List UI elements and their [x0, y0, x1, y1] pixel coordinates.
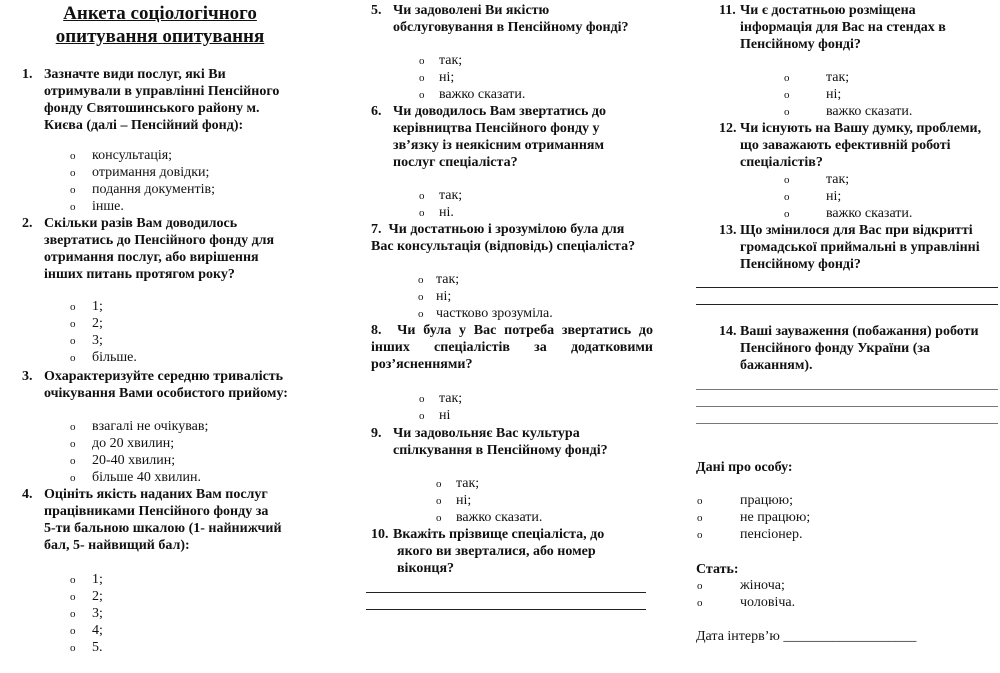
radio-circle-icon[interactable]: o [784, 191, 790, 203]
page-title [20, 2, 300, 48]
radio-circle-icon[interactable]: o [419, 55, 425, 67]
radio-circle-icon[interactable]: o [70, 625, 76, 637]
radio-circle-icon[interactable]: o [419, 190, 425, 202]
radio-circle-icon[interactable]: o [697, 580, 703, 592]
radio-circle-icon[interactable]: o [70, 421, 76, 433]
radio-circle-icon[interactable]: o [70, 642, 76, 654]
radio-circle-icon[interactable]: o [697, 597, 703, 609]
radio-circle-icon[interactable]: o [418, 291, 424, 303]
radio-circle-icon[interactable]: o [70, 352, 76, 364]
radio-circle-icon[interactable]: o [70, 574, 76, 586]
radio-circle-icon[interactable]: o [70, 184, 76, 196]
radio-circle-icon[interactable]: o [70, 455, 76, 467]
radio-circle-icon[interactable]: o [436, 495, 442, 507]
radio-circle-icon[interactable]: o [70, 150, 76, 162]
answer-line-q13-2[interactable] [696, 304, 998, 305]
radio-circle-icon[interactable]: o [418, 308, 424, 320]
radio-circle-icon[interactable]: o [436, 512, 442, 524]
title-line-2: опитування опитування [55, 26, 265, 47]
question-8: 8. Чи була у Вас потреба звертатись до інших спеціалістів за додатковими роз’ясненнями? [371, 323, 653, 372]
radio-circle-icon[interactable]: o [70, 301, 76, 313]
radio-circle-icon[interactable]: o [419, 72, 425, 84]
radio-circle-icon[interactable]: o [784, 72, 790, 84]
answer-line-q10-2[interactable] [366, 609, 646, 610]
answer-line-q13-1[interactable] [696, 287, 998, 288]
gender-heading: Стать: [696, 562, 739, 577]
radio-circle-icon[interactable]: o [436, 478, 442, 490]
answer-line-q14-3[interactable] [696, 423, 998, 424]
radio-circle-icon[interactable]: o [70, 438, 76, 450]
radio-circle-icon[interactable]: o [70, 591, 76, 603]
interview-date-label: Дата інтерв’ю [696, 629, 780, 644]
radio-circle-icon[interactable]: o [784, 174, 790, 186]
radio-circle-icon[interactable]: o [784, 106, 790, 118]
radio-circle-icon[interactable]: o [419, 410, 425, 422]
answer-line-q14-1[interactable] [696, 389, 998, 390]
radio-circle-icon[interactable]: o [419, 393, 425, 405]
question-7: 7. Чи достатньою і зрозумілою була для Вас консультація (відповідь) спеціаліста? [371, 222, 636, 254]
personal-heading: Дані про особу: [696, 460, 793, 475]
radio-circle-icon[interactable]: o [70, 335, 76, 347]
radio-circle-icon[interactable]: o [70, 167, 76, 179]
radio-circle-icon[interactable]: o [697, 495, 703, 507]
question-number: 1. [22, 67, 33, 82]
radio-circle-icon[interactable]: o [70, 472, 76, 484]
radio-circle-icon[interactable]: o [419, 89, 425, 101]
radio-circle-icon[interactable]: o [697, 512, 703, 524]
title-line-1: Анкета соціологічного [63, 3, 257, 24]
answer-line-q10-1[interactable] [366, 592, 646, 593]
radio-circle-icon[interactable]: o [70, 608, 76, 620]
radio-circle-icon[interactable]: o [697, 529, 703, 541]
radio-circle-icon[interactable]: o [419, 207, 425, 219]
radio-circle-icon[interactable]: o [418, 274, 424, 286]
radio-circle-icon[interactable]: o [70, 201, 76, 213]
interview-date-field[interactable]: ___________________ [783, 629, 917, 644]
answer-line-q14-2[interactable] [696, 406, 998, 407]
radio-circle-icon[interactable]: o [784, 89, 790, 101]
interview-date [696, 628, 916, 645]
radio-circle-icon[interactable]: o [70, 318, 76, 330]
radio-circle-icon[interactable]: o [784, 208, 790, 220]
